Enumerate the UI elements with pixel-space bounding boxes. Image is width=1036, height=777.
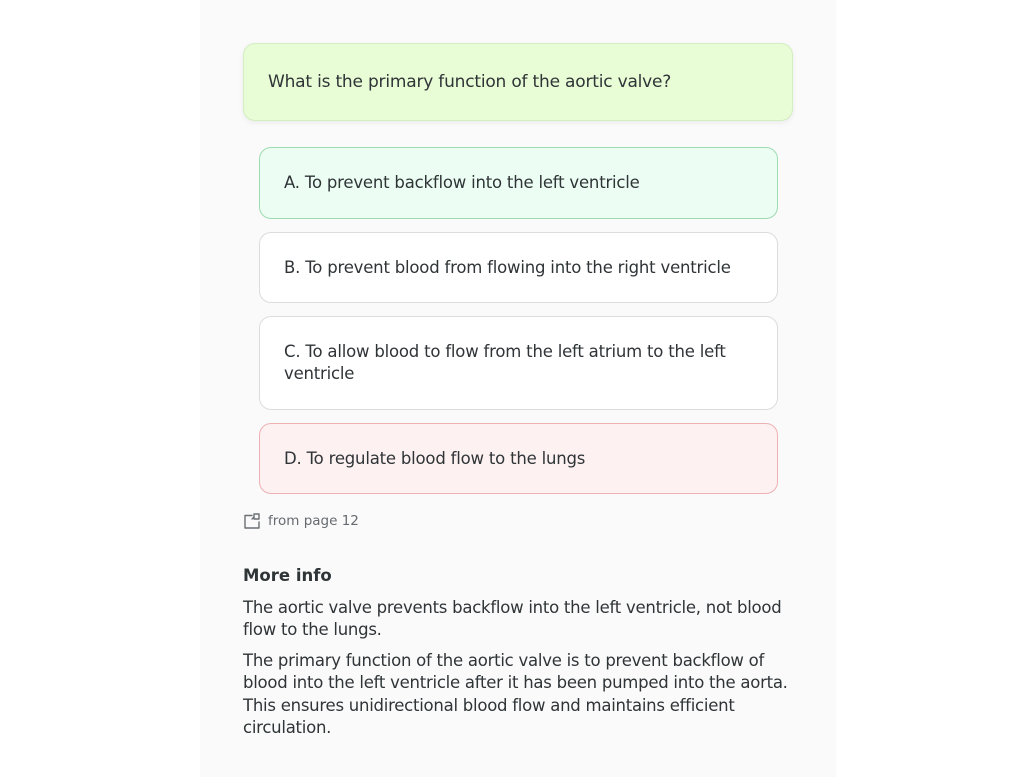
- more-info-title: More info: [243, 566, 332, 585]
- answer-option-label: A. To prevent backflow into the left ventricle: [284, 173, 640, 192]
- answer-option-a[interactable]: [259, 147, 778, 219]
- page-reference-icon: [243, 512, 262, 530]
- source-reference[interactable]: [243, 510, 359, 532]
- answer-option-b[interactable]: [259, 232, 778, 303]
- answer-option-d[interactable]: [259, 423, 778, 494]
- more-info-paragraph: The aortic valve prevents backflow into the left ventricle, not blood flow to the lungs.: [243, 598, 782, 640]
- source-text: from page 12: [268, 513, 359, 529]
- question-text: What is the primary function of the aortic valve?: [268, 72, 672, 92]
- question-card: [243, 43, 793, 121]
- answer-option-c[interactable]: [259, 316, 778, 410]
- more-info-paragraph: The primary function of the aortic valve is to prevent backflow of blood into the left ventricle after it has been pumped into the aorta. This ensures unidirectional blood flow and maintains efficient circulation.: [243, 651, 788, 737]
- answer-option-label: B. To prevent blood from flowing into the right ventricle: [284, 257, 731, 277]
- answer-option-label: D. To regulate blood flow to the lungs: [284, 448, 586, 468]
- answer-option-label: C. To allow blood to flow from the left atrium to the left ventricle: [284, 342, 726, 383]
